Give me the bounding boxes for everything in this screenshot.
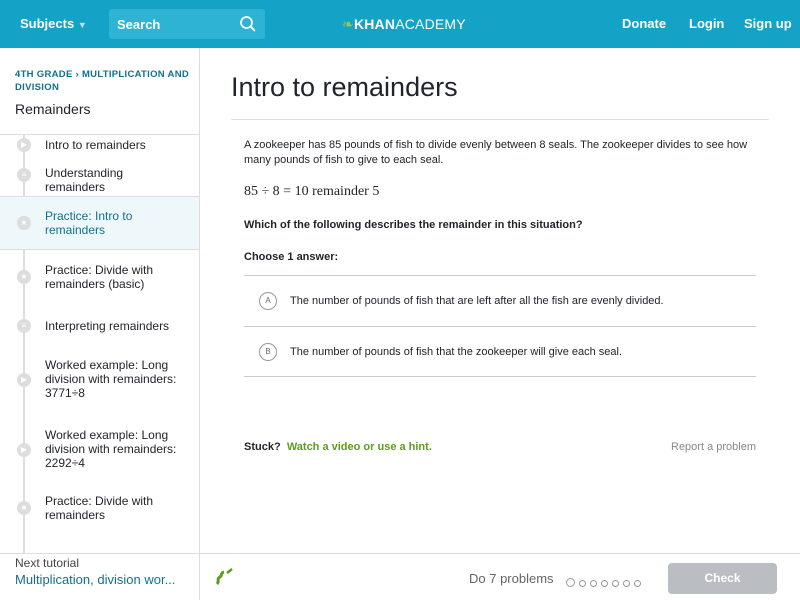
khan-academy-logo[interactable] [342,16,466,33]
item-label: Interpreting remainders [45,319,170,333]
item-label: Worked example: Long division with remainders: 2292÷4 [45,428,177,470]
caret-down-icon: ▼ [77,20,87,30]
item-label: Practice: Divide with remainders (basic) [45,263,154,291]
sidebar-item[interactable] [0,135,199,155]
logo-bold: KHAN [353,16,396,32]
search-icon [239,15,257,33]
article-icon: ≡ [17,319,31,333]
play-icon: ▶ [17,443,31,457]
star-icon: ★ [17,501,31,515]
choice-text: The number of pounds of fish that the zookeeper will give each seal. [290,346,623,358]
item-label: Practice: Intro to remainders [45,209,133,237]
star-icon: ★ [17,216,31,230]
stuck-section [244,441,432,453]
tutorial-list[interactable] [0,134,199,554]
sidebar-item[interactable] [0,416,199,486]
top-bar [0,0,800,48]
divider [231,119,769,120]
leaf-icon: ❧ [342,16,354,32]
star-icon: ★ [17,270,31,284]
hint-link[interactable]: Watch a video or use a hint. [286,441,432,453]
page-title: Intro to remainders [231,72,458,102]
choice-letter: B [259,343,277,361]
sidebar-item[interactable] [0,155,199,196]
breadcrumb: 4TH GRADE › MULTIPLICATION AND DIVISION [15,69,190,93]
item-label: Intro to remainders [45,138,146,152]
sidebar-item[interactable] [0,196,199,250]
play-icon: ▶ [17,138,31,152]
login-link[interactable]: Login [689,16,725,31]
article-icon: ≡ [17,168,31,182]
progress-dots [566,574,645,592]
sidebar-item[interactable] [0,305,199,346]
footer-bar [200,553,800,600]
breadcrumb-grade[interactable]: 4TH GRADE [15,69,73,80]
subjects-menu[interactable] [20,16,87,31]
signup-link[interactable]: Sign up [744,16,792,31]
sidebar-item[interactable] [0,346,199,416]
sidebar-item[interactable] [0,486,199,536]
sidebar-item[interactable] [0,250,199,305]
search-placeholder: Search [117,17,161,32]
choice-b[interactable] [244,326,756,377]
choice-a[interactable] [244,275,756,326]
item-label: Understanding remainders [45,166,124,194]
check-button[interactable]: Check [668,563,777,594]
question: Which of the following describes the remainder in this situation? [244,219,583,231]
choice-text: The number of pounds of fish that are left after all the fish are evenly divided. [290,295,664,307]
logo-light: ACADEMY [395,16,466,32]
search-input[interactable] [109,9,265,39]
next-link[interactable]: Multiplication, division wor... [15,572,176,587]
item-label: Worked example: Long division with remainders: 3771÷8 [45,358,177,400]
choice-letter: A [259,292,277,310]
next-tutorial[interactable] [15,556,175,587]
report-problem-link[interactable]: Report a problem [671,441,756,453]
problem-text: A zookeeper has 85 pounds of fish to divide evenly between 8 seals. The zookeeper divides to see how many pounds of fish to give to each seal. [244,139,748,166]
sidebar-title: Remainders [15,101,91,117]
subjects-label: Subjects [20,16,75,31]
donate-link[interactable]: Donate [622,16,667,31]
next-label: Next tutorial [15,556,80,570]
stuck-label: Stuck? [244,441,281,453]
sidebar [0,48,200,600]
breadcrumb-unit[interactable]: MULTIPLICATION AND DIVISION [15,69,190,93]
divider [0,553,199,554]
play-icon: ▶ [17,373,31,387]
equation: 85 ÷ 8 = 10 remainder 5 [244,184,380,199]
choose-label: Choose 1 answer: [244,251,339,263]
item-label: Practice: Divide with remainders [45,494,154,522]
problem-count: Do 7 problems [469,571,554,586]
scratchpad-icon[interactable] [214,567,234,587]
